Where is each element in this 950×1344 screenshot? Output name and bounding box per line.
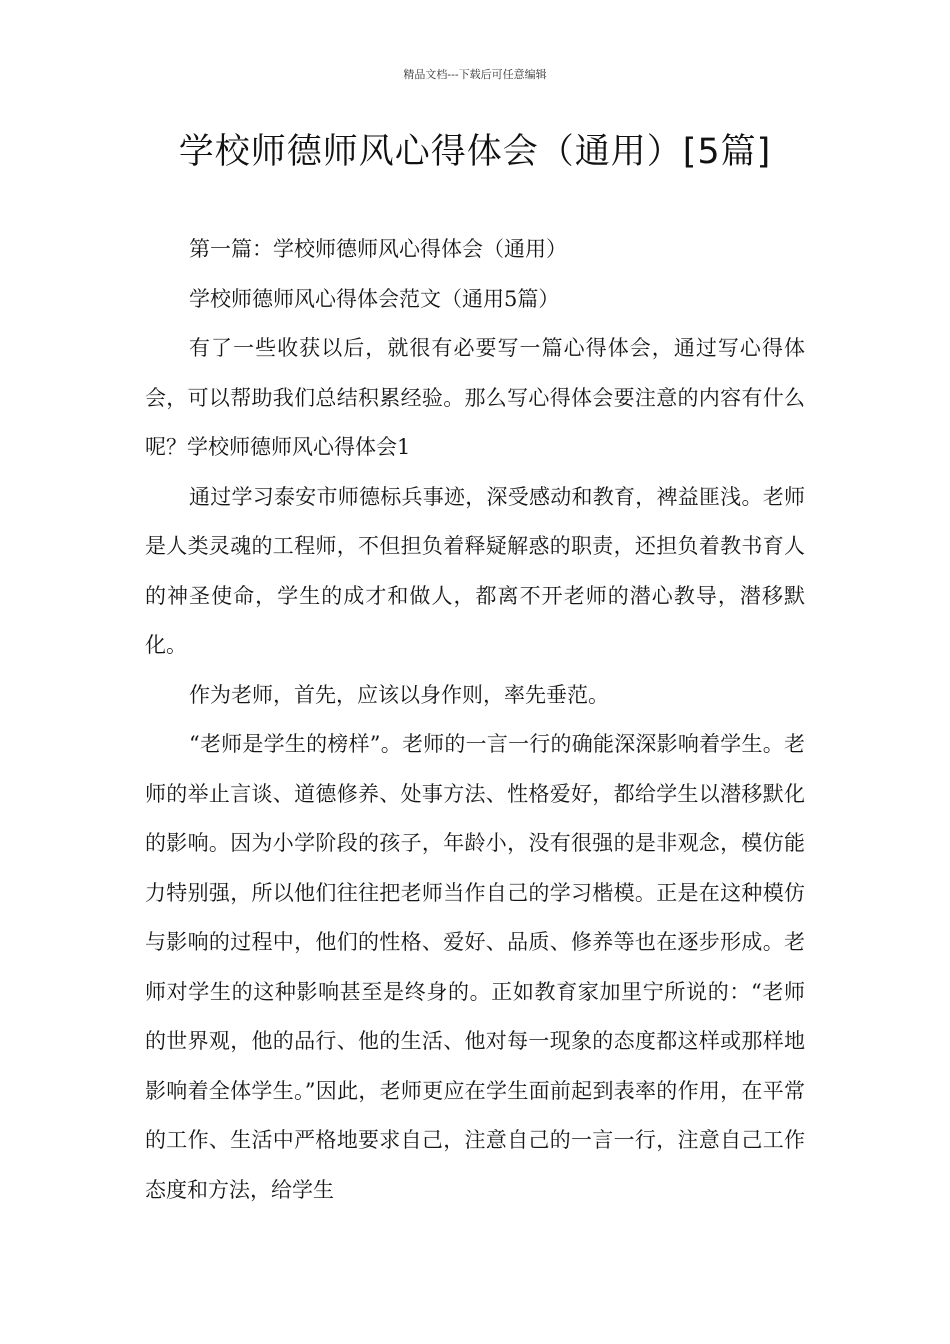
paragraph-subtitle: 学校师德师风心得体会范文（通用5篇） [189, 286, 560, 311]
paragraph-section-heading: 第一篇：学校师德师风心得体会（通用） [189, 237, 567, 261]
header-note: 精品文档---下载后可任意编辑 [403, 68, 547, 81]
paragraph-intro: 有了一些收获以后，就很有必要写一篇心得体会，通过写心得体会，可以帮助我们总结积累经验。那么写心得体会要注意的内容有什么呢？学校师德师风心得体会1 [145, 336, 805, 459]
paragraph-study: 通过学习泰安市师德标兵事迹，深受感动和教育，裨益匪浅。老师是人类灵魂的工程师，不但担负着释疑解惑的职责，还担负着教书育人的神圣使命，学生的成才和做人，都离不开老师的潜心教导，潜移默化。 [145, 484, 805, 657]
document-body [145, 225, 805, 1215]
paragraph-role-model: “老师是学生的榜样”。老师的一言一行的确能深深影响着学生。老师的举止言谈、道德修养、处事方法、性格爱好，都给学生以潜移默化的影响。因为小学阶段的孩子，年龄小，没有很强的是非观念，模仿能力特别强，所以他们往往把老师当作自己的学习楷模。正是在这种模仿与影响的过程中，他们的性格、爱好、品质、修养等也在逐步形成。老师对学生的这种影响甚至是终身的。正如教育家加里宁所说的：“老师的世界观，他的品行、他的生活、他对每一现象的态度都这样或那样地影响着全体学生。”因此，老师更应在学生面前起到表率的作用，在平常的工作、生活中严格地要求自己，注意自己的一言一行，注意自己工作态度和方法，给学生 [145, 732, 805, 1202]
document-title: 学校师德师风心得体会（通用）[5篇] [178, 132, 772, 172]
paragraph-first-point: 作为老师，首先，应该以身作则，率先垂范。 [189, 682, 609, 707]
